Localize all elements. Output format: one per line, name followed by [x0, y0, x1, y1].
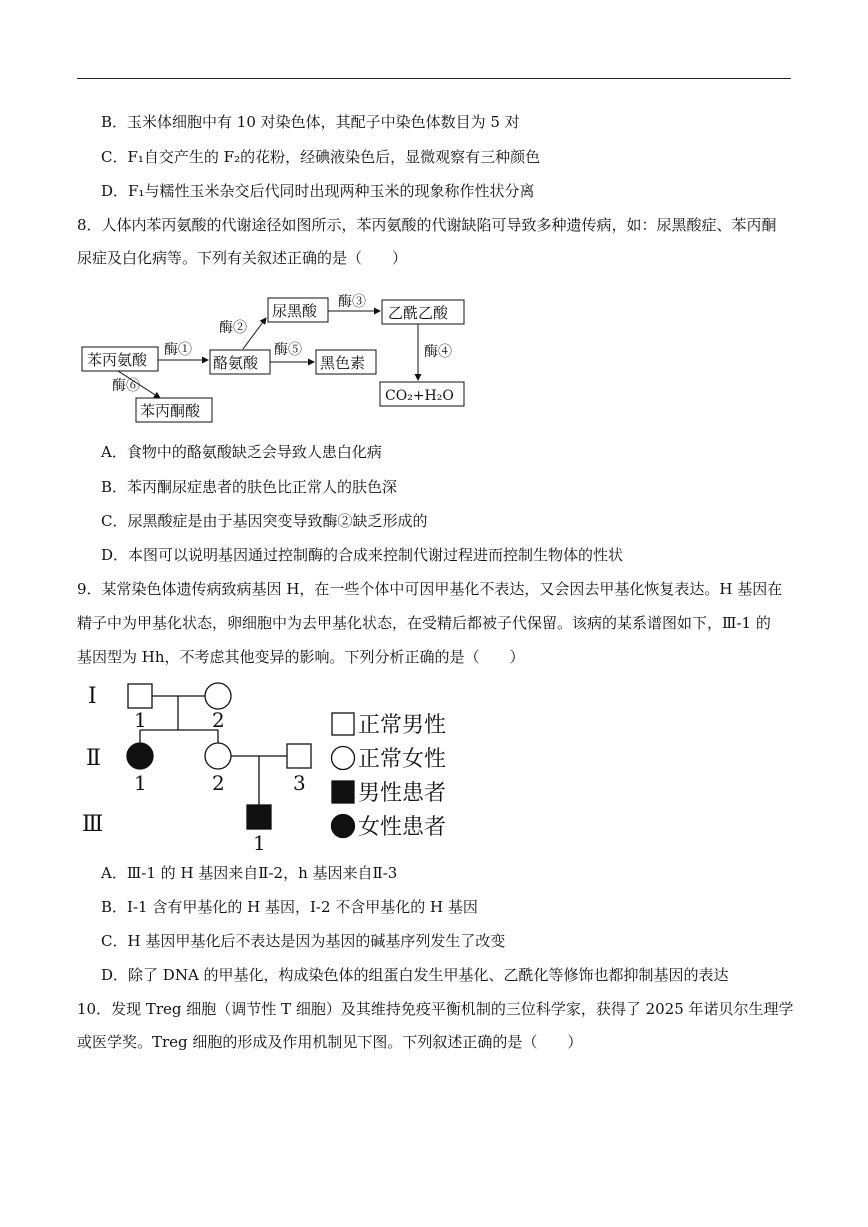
metabolism-diagram — [78, 290, 478, 430]
individual-II-2: 2 — [212, 771, 225, 795]
q10-stem-line2: 或医学奖。Treg 细胞的形成及作用机制见下图。下列叙述正确的是（ ） — [77, 1033, 583, 1051]
q10-stem-line1: 10．发现 Treg 细胞（调节性 T 细胞）及其维持免疫平衡机制的三位科学家，获得了 2025 年诺贝尔生理学 — [77, 1000, 794, 1018]
enzyme1-label: 酶① — [164, 342, 192, 358]
q7-option-b: B．玉米体细胞中有 10 对染色体，其配子中染色体数目为 5 对 — [101, 113, 520, 131]
legend-normal-female: 正常女性 — [358, 747, 447, 772]
q8-stem-line1: 8．人体内苯丙氨酸的代谢途径如图所示，苯丙氨酸的代谢缺陷可导致多种遗传病，如：尿黑酸症、苯丙酮 — [77, 216, 777, 234]
legend-affected-female: 女性患者 — [358, 815, 447, 840]
enzyme5-label: 酶⑤ — [274, 342, 302, 358]
affected-male-symbol — [247, 805, 271, 829]
legend-normal-male: 正常男性 — [358, 713, 447, 738]
header-rule — [77, 78, 791, 79]
female-symbol — [205, 743, 231, 769]
legend-affected-male-icon — [332, 781, 354, 803]
phe-label: 苯丙氨酸 — [87, 351, 148, 369]
female-symbol — [205, 683, 231, 709]
gen-label-3: Ⅲ — [82, 812, 104, 837]
individual-I-2: 2 — [212, 708, 225, 732]
q9-option-b: B．Ⅰ-1 含有甲基化的 H 基因，Ⅰ-2 不含甲基化的 H 基因 — [101, 898, 478, 916]
legend-normal-male-icon — [332, 713, 354, 735]
q8-option-d: D．本图可以说明基因通过控制酶的合成来控制代谢过程进而控制生物体的性状 — [101, 546, 624, 564]
enzyme4-label: 酶④ — [424, 344, 452, 360]
enzyme6-label: 酶⑥ — [112, 378, 140, 394]
co2-label: CO₂+H₂O — [385, 388, 454, 404]
acac-label: 乙酰乙酸 — [388, 304, 449, 322]
individual-II-1: 1 — [134, 771, 147, 795]
q8-option-b: B．苯丙酮尿症患者的肤色比正常人的肤色深 — [101, 478, 398, 496]
gen-label-2: Ⅱ — [86, 746, 101, 771]
male-symbol — [287, 744, 311, 768]
individual-I-1: 1 — [134, 708, 147, 732]
q9-option-d: D．除了 DNA 的甲基化，构成染色体的组蛋白发生甲基化、乙酰化等修饰也都抑制基因的表达 — [101, 966, 729, 984]
tyr-label: 酪氨酸 — [213, 354, 259, 372]
gen-label-1: Ⅰ — [88, 684, 97, 709]
q9-stem-line3: 基因型为 Hh，不考虑其他变异的影响。下列分析正确的是（ ） — [77, 648, 525, 666]
q8-option-c: C．尿黑酸症是由于基因突变导致酶②缺乏形成的 — [101, 512, 428, 530]
q8-stem-line2: 尿症及白化病等。下列有关叙述正确的是（ ） — [77, 249, 408, 267]
q9-option-c: C．H 基因甲基化后不表达是因为基因的碱基序列发生了改变 — [101, 932, 506, 950]
pedigree-chart — [78, 675, 478, 855]
ppa-label: 苯丙酮酸 — [140, 402, 201, 420]
enzyme3-label: 酶③ — [338, 294, 366, 310]
q8-option-a: A．食物中的酪氨酸缺乏会导致人患白化病 — [101, 443, 382, 461]
q9-stem-line2: 精子中为甲基化状态，卵细胞中为去甲基化状态，在受精后都被子代保留。该病的某系谱图如下，Ⅲ-1 的 — [77, 614, 771, 632]
individual-II-3: 3 — [293, 771, 306, 795]
enzyme2-label: 酶② — [219, 320, 247, 336]
hga-label: 尿黑酸 — [272, 302, 318, 320]
affected-female-symbol — [127, 743, 153, 769]
legend-affected-female-icon — [332, 815, 355, 838]
legend-normal-female-icon — [332, 747, 355, 770]
q9-stem-line1: 9．某常染色体遗传病致病基因 H，在一些个体中可因甲基化不表达，又会因去甲基化恢复表达。H 基因在 — [77, 580, 783, 598]
q7-option-d: D．F₁与糯性玉米杂交后代同时出现两种玉米的现象称作性状分离 — [101, 182, 535, 200]
individual-III-1: 1 — [253, 831, 266, 855]
q9-option-a: A．Ⅲ-1 的 H 基因来自Ⅱ-2，h 基因来自Ⅱ-3 — [101, 864, 398, 882]
melanin-label: 黑色素 — [320, 354, 366, 372]
legend-affected-male: 男性患者 — [358, 781, 447, 806]
q7-option-c: C．F₁自交产生的 F₂的花粉，经碘液染色后，显微观察有三种颜色 — [101, 148, 541, 166]
male-symbol — [128, 684, 152, 708]
